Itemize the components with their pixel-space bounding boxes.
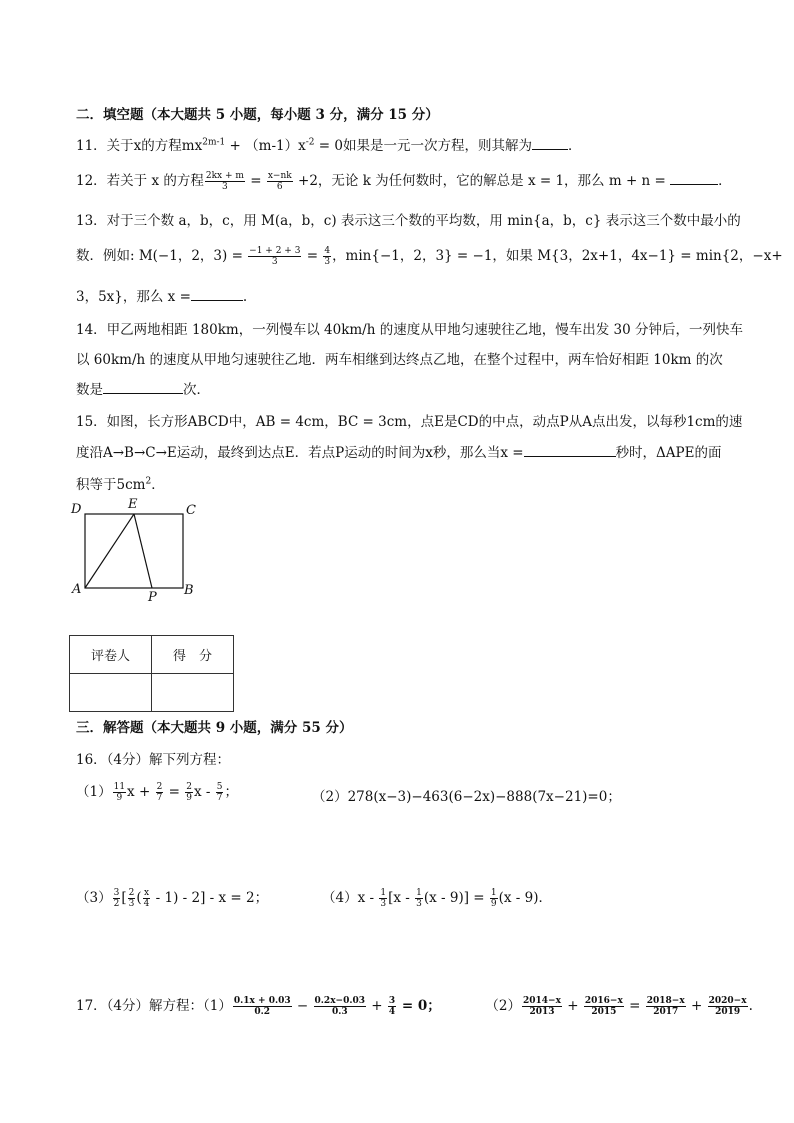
q11-end: ．	[567, 138, 582, 154]
q11-mid: + （m-1）x	[225, 138, 306, 154]
q17-f3-den: 4	[388, 1007, 396, 1017]
q15-line2-post: 秒时，ΔAPE的面	[615, 445, 722, 461]
q15-line3-pre: 积等于5cm	[76, 477, 146, 493]
q17-g-frac-3	[646, 996, 686, 1017]
label-e: E	[128, 497, 138, 512]
segment-ep	[134, 514, 152, 588]
q11-answer-blank[interactable]	[532, 137, 568, 150]
score-table-score-cell[interactable]	[152, 674, 234, 712]
question-14-line-1: 14．甲乙两地相距 180km，一列慢车以 40km/h 的速度从甲地匀速驶往乙地，慢车出发 30 分钟后，一列快车	[76, 322, 743, 338]
q13-answer-blank[interactable]	[191, 288, 243, 301]
q16-p1-a: x +	[127, 784, 155, 800]
q17-g-frac-1	[522, 996, 562, 1017]
q17-g-frac-2	[584, 996, 624, 1017]
q17-g3-den: 2017	[653, 1007, 679, 1017]
q16-p3-c: - 1) - 2] - x = 2；	[151, 890, 269, 906]
q12-f1-num: 2kx + m	[205, 171, 244, 181]
q17-end: .	[748, 998, 753, 1014]
q14-line3-post: 次．	[183, 382, 210, 398]
q13-line3: 3，5x}，那么 x =	[76, 289, 191, 305]
question-16-part-1	[76, 780, 238, 803]
q16-p1-frac-1	[113, 782, 126, 803]
q16-p1-f2-num: 2	[156, 782, 163, 792]
q17-g1-den: 2013	[529, 1007, 555, 1017]
q16-p1-c: x -	[193, 784, 215, 800]
q16-p1-frac-2	[156, 782, 164, 803]
question-14-line-2: 以 60km/h 的速度从甲地匀速驶往乙地．两车相继到达终点乙地，在整个过程中，两车恰好相距 10km 的次	[76, 352, 723, 368]
question-17	[76, 994, 753, 1017]
q12-f2-num: x−nk	[267, 171, 292, 181]
q17-f1-num: 0.1x + 0.03	[233, 996, 291, 1006]
question-11	[76, 134, 581, 154]
q13-f1-den: 3	[271, 257, 278, 267]
q16-p4-a: [x -	[388, 890, 415, 906]
q17-g2-den: 2015	[591, 1007, 617, 1017]
q16-p3-label: （3）	[76, 890, 112, 906]
q17-f2-num: 0.2x−0.03	[314, 996, 366, 1006]
q12-fraction-2	[267, 171, 293, 192]
q17-g4-den: 2019	[715, 1007, 741, 1017]
q16-p1-f3-num: 2	[186, 782, 192, 792]
q11-pre: 11．关于x的方程mx	[76, 138, 203, 154]
question-15-line-1: 15．如图，长方形ABCD中，AB = 4cm，BC = 3cm，点E是CD的中点，动点P从A点出发，以每秒1cm的速	[76, 414, 743, 430]
question-16-part-3	[76, 886, 268, 909]
q17-pre: 17．（4分）解方程：（1）	[76, 998, 232, 1014]
q17-op3: +	[686, 998, 707, 1014]
q13-eq: =	[302, 248, 323, 264]
q17-p1-end: = 0；	[397, 998, 441, 1014]
q12-f2-den: 6	[276, 182, 283, 192]
label-p: P	[148, 590, 157, 605]
q17-frac-3	[388, 996, 396, 1017]
label-d: D	[71, 502, 82, 517]
q16-p1-f2-den: 7	[156, 793, 163, 803]
q17-frac-1	[233, 996, 292, 1017]
score-table-grader-header: 评卷人	[70, 636, 152, 674]
q16-p3-f3-den: 4	[143, 899, 150, 909]
q14-answer-blank[interactable]	[103, 381, 183, 394]
q17-minus: −	[292, 998, 313, 1014]
q17-frac-2	[314, 996, 366, 1017]
score-table	[69, 635, 234, 712]
q16-p4-f3-den: 9	[490, 899, 497, 909]
q13-f2-den: 3	[324, 257, 331, 267]
question-14-line-3	[76, 378, 210, 398]
q16-p3-f2-num: 2	[128, 888, 135, 898]
q11-post: = 0如果是一元一次方程，则其解为	[314, 138, 532, 154]
q11-exponent: 2m-1	[202, 137, 226, 148]
question-16-intro: 16．（4分）解下列方程：	[76, 752, 231, 768]
q17-g2-num: 2016−x	[584, 996, 623, 1006]
q16-p3-b: (	[136, 890, 142, 906]
score-table-score-header: 得 分	[152, 636, 234, 674]
segment-ae	[85, 514, 134, 588]
rectangle-abcd	[85, 514, 183, 588]
q12-f1-den: 3	[222, 182, 228, 192]
q17-op2: =	[624, 998, 645, 1014]
section-2-heading: 二．填空题（本大题共 5 小题，每小题 3 分，满分 15 分）	[76, 107, 439, 123]
q12-eq: =	[245, 173, 266, 189]
q16-p4-frac-3	[490, 888, 498, 909]
q17-f2-den: 0.3	[331, 1007, 348, 1017]
q12-pre: 12．若关于 x 的方程	[76, 173, 204, 189]
q16-p4-f1-den: 3	[380, 899, 387, 909]
q17-plus: +	[367, 998, 387, 1014]
q13-line2-post: ，min{−1，2，3} = −1，如果 M{3，2x+1，4x−1} = min{2，−x+	[332, 248, 783, 264]
q16-p1-f1-den: 9	[116, 793, 123, 803]
q16-p3-f2-den: 3	[128, 899, 135, 909]
q16-p3-frac-1	[113, 888, 121, 909]
label-a: A	[72, 582, 82, 597]
q13-line2-pre: 数．例如: M(−1，2，3) =	[76, 248, 248, 264]
q16-p1-f3-den: 9	[186, 793, 192, 803]
q13-f1-num: −1 + 2 + 3	[249, 246, 301, 256]
q13-line3-end: .	[242, 289, 248, 305]
q17-g-frac-4	[708, 996, 748, 1017]
rectangle-figure	[66, 495, 206, 605]
q17-f3-num: 3	[388, 996, 396, 1006]
label-c: C	[186, 503, 196, 518]
question-15-line-3	[76, 473, 165, 493]
q16-p4-f1-num: 1	[380, 888, 387, 898]
q16-p3-a: [	[121, 890, 127, 906]
q15-line2-pre: 度沿A→B→C→E运动，最终到达点E．若点P运动的时间为x秒，那么当x =	[76, 445, 524, 461]
q16-p1-f4-num: 5	[216, 782, 223, 792]
question-16-part-4	[322, 886, 552, 909]
q16-p1-f4-den: 7	[216, 793, 223, 803]
score-table-grader-cell[interactable]	[70, 674, 152, 712]
section-3-heading: 三．解答题（本大题共 9 小题，满分 55 分）	[76, 720, 353, 736]
question-13-line-2	[76, 244, 783, 267]
q12-end: ．	[718, 173, 732, 189]
question-13-line-1: 13．对于三个数 a，b，c，用 M(a，b，c) 表示这三个数的平均数，用 min{a，b，c} 表示这三个数中最小的	[76, 213, 741, 229]
q13-fraction-1	[248, 246, 301, 267]
q16-p4-label: （4）x -	[322, 890, 379, 906]
q11-exponent-2: -2	[305, 137, 315, 148]
question-16-part-2: （2）278(x−3)−463(6−2x)−888(7x−21)=0；	[312, 789, 621, 805]
q16-p4-frac-1	[379, 888, 387, 909]
q13-fraction-2	[323, 246, 331, 267]
q16-p1-b: =	[164, 784, 185, 800]
question-12	[76, 169, 732, 192]
q16-p3-f3-num: x	[143, 888, 150, 898]
q12-fraction-1	[205, 171, 245, 192]
q15-sup: 2	[145, 476, 152, 487]
q12-answer-blank[interactable]	[670, 172, 718, 185]
q16-p1-frac-3	[185, 782, 193, 803]
q17-g3-num: 2018−x	[646, 996, 685, 1006]
label-b: B	[184, 583, 194, 598]
q17-g4-num: 2020−x	[708, 996, 747, 1006]
question-13-line-3	[76, 285, 247, 305]
q16-p3-f1-den: 2	[113, 899, 120, 909]
q14-line3-pre: 数是	[76, 382, 103, 398]
q12-post: +2，无论 k 为任何数时，它的解总是 x = 1，那么 m + n =	[293, 173, 671, 189]
q16-p3-frac-2	[128, 888, 136, 909]
q16-p4-f2-num: 1	[416, 888, 422, 898]
question-15-line-2	[76, 441, 722, 461]
q16-p1-label: （1）	[76, 784, 112, 800]
q16-p3-frac-3	[143, 888, 151, 909]
q16-p1-end: ；	[224, 784, 238, 800]
q15-line3-end: ．	[151, 477, 165, 493]
q17-p2-label: （2）	[485, 998, 521, 1014]
q15-answer-blank[interactable]	[524, 444, 616, 457]
q16-p4-frac-2	[415, 888, 423, 909]
q16-p4-f3-num: 1	[490, 888, 497, 898]
q17-g1-num: 2014−x	[522, 996, 561, 1006]
q16-p1-f1-num: 11	[113, 782, 126, 792]
q13-f2-num: 4	[324, 246, 331, 256]
q16-p4-c: (x - 9)．	[498, 890, 553, 906]
q17-op1: +	[562, 998, 583, 1014]
q16-p4-b: (x - 9)] =	[423, 890, 489, 906]
q16-p4-f2-den: 3	[416, 899, 422, 909]
q16-p1-frac-4	[216, 782, 224, 803]
q17-f1-den: 0.2	[254, 1007, 271, 1017]
q16-p3-f1-num: 3	[113, 888, 120, 898]
